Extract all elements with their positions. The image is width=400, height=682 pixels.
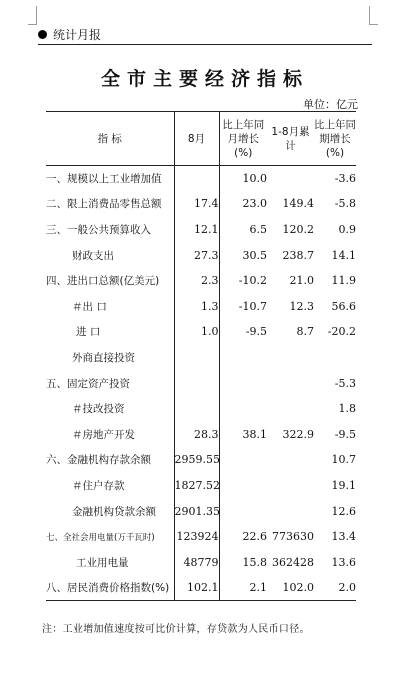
- cell-month-yoy: [219, 498, 267, 524]
- crop-mark-top-right: [369, 6, 378, 25]
- table-row: [46, 575, 356, 601]
- table-row: [46, 345, 356, 371]
- cell-cum-yoy: 10.7: [331, 453, 356, 467]
- cell-cumulative: 12.3: [289, 299, 314, 313]
- cell-cum-yoy: -20.2: [327, 325, 356, 339]
- cell-cumulative: [267, 370, 314, 396]
- cell-cumulative: [267, 473, 314, 499]
- table-row: [46, 166, 356, 192]
- row-label: ＃技改投资: [46, 396, 174, 422]
- table-row: [46, 242, 356, 268]
- table-header-row: [46, 112, 356, 166]
- page-title: 全市主要经济指标: [100, 68, 309, 90]
- table-row: [46, 268, 356, 294]
- cell-cumulative: [267, 498, 314, 524]
- row-label: 三、一般公共预算收入: [46, 217, 174, 243]
- cell-cum-yoy: 0.9: [338, 222, 356, 236]
- row-label: 外商直接投资: [46, 345, 174, 371]
- cell-cum-yoy: -3.6: [334, 172, 356, 186]
- cell-month-yoy: [219, 345, 267, 371]
- row-label: 工业用电量: [46, 549, 174, 575]
- cell-month: 2901.35: [174, 498, 219, 524]
- table-row: [46, 293, 356, 319]
- cell-month: 12.1: [174, 217, 219, 243]
- cell-cum-yoy: 56.6: [331, 299, 356, 313]
- cell-month-yoy: 15.8: [242, 555, 267, 569]
- cell-month: 102.1: [174, 575, 219, 601]
- table-row: [46, 191, 356, 217]
- cell-cumulative: 21.0: [289, 274, 314, 288]
- cell-month: [174, 166, 219, 192]
- cell-month-yoy: [219, 370, 267, 396]
- cell-month-yoy: -10.2: [238, 274, 267, 288]
- table-row: [46, 549, 356, 575]
- cell-month: 17.4: [174, 191, 219, 217]
- row-label: 七、全社会用电量(万千瓦时): [46, 524, 174, 550]
- cell-month-yoy: -10.7: [238, 299, 267, 313]
- row-label: 五、固定资产投资: [46, 370, 174, 396]
- cell-cum-yoy: 13.6: [331, 555, 356, 569]
- cell-cum-yoy: [314, 345, 356, 371]
- table-row: [46, 370, 356, 396]
- cell-month-yoy: 22.6: [242, 530, 267, 544]
- cell-month: 2.3: [174, 268, 219, 294]
- cell-cum-yoy: -5.8: [334, 197, 356, 211]
- cell-month: 28.3: [174, 421, 219, 447]
- table-row: [46, 217, 356, 243]
- cell-cumulative: [267, 345, 314, 371]
- row-label: ＃住户存款: [46, 473, 174, 499]
- cell-cum-yoy: 14.1: [331, 248, 356, 262]
- row-label: 进 口: [46, 319, 174, 345]
- table-row: [46, 473, 356, 499]
- col-header-indicator: 指 标: [46, 112, 174, 166]
- row-label: 八、居民消费价格指数(%): [46, 575, 174, 601]
- cell-cum-yoy: 19.1: [331, 478, 356, 492]
- cell-cum-yoy: -5.3: [334, 376, 356, 390]
- cell-cumulative: [267, 447, 314, 473]
- cell-month-yoy: 2.1: [219, 575, 267, 601]
- cell-month-yoy: 38.1: [242, 427, 267, 441]
- cell-cumulative: [267, 166, 314, 192]
- cell-cum-yoy: 1.8: [338, 402, 356, 416]
- cell-month-yoy: 30.5: [242, 248, 267, 262]
- col-header-month: 8月: [174, 112, 219, 166]
- table-row: [46, 498, 356, 524]
- cell-month: 1.0: [174, 319, 219, 345]
- cell-month-yoy: 6.5: [249, 222, 267, 236]
- cell-cum-yoy: 11.9: [331, 274, 356, 288]
- cell-month-yoy: [219, 447, 267, 473]
- cell-cumulative: 120.2: [282, 222, 314, 236]
- header-divider: [38, 44, 372, 45]
- indicators-table: [46, 111, 356, 601]
- cell-month: [174, 370, 219, 396]
- row-label: ＃房地产开发: [46, 421, 174, 447]
- cell-cum-yoy: 2.0: [314, 575, 356, 601]
- cell-cumulative: 149.4: [282, 197, 314, 211]
- cell-cumulative: [267, 396, 314, 422]
- section-header: [38, 24, 358, 44]
- cell-month-yoy: [219, 396, 267, 422]
- cell-month-yoy: -9.5: [245, 325, 267, 339]
- cell-month: 1827.52: [174, 473, 219, 499]
- cell-cum-yoy: 12.6: [331, 504, 356, 518]
- cell-month: 48779: [174, 549, 219, 575]
- row-label: 一、规模以上工业增加值: [46, 166, 174, 192]
- cell-month: 27.3: [174, 242, 219, 268]
- cell-month: [174, 345, 219, 371]
- cell-cumulative: 362428: [272, 555, 314, 569]
- cell-month: 2959.55: [174, 447, 219, 473]
- row-label: 财政支出: [46, 242, 174, 268]
- table-row: [46, 447, 356, 473]
- cell-month-yoy: 10.0: [242, 172, 267, 186]
- cell-cumulative: 102.0: [267, 575, 314, 601]
- row-label: ＃出 口: [46, 293, 174, 319]
- footnote: 注：工业增加值速度按可比价计算，存贷款为人民币口径。: [42, 624, 310, 635]
- table-row: [46, 319, 356, 345]
- table-row: [46, 396, 356, 422]
- cell-cumulative: 322.9: [282, 427, 314, 441]
- section-header-label: 统计月报: [53, 27, 102, 42]
- table-row: [46, 524, 356, 550]
- col-header-cum-yoy: 比上年同期增长(%): [314, 112, 356, 166]
- row-label: 二、限上消费品零售总额: [46, 191, 174, 217]
- cell-cum-yoy: 13.4: [331, 530, 356, 544]
- cell-cumulative: 238.7: [282, 248, 314, 262]
- cell-month: 1.3: [174, 293, 219, 319]
- cell-cumulative: 8.7: [296, 325, 314, 339]
- bullet-icon: [38, 30, 47, 39]
- row-label: 六、金融机构存款余额: [46, 447, 174, 473]
- col-header-month-yoy: 比上年同月增长(%): [219, 112, 267, 166]
- table-row: [46, 421, 356, 447]
- row-label: 金融机构贷款余额: [46, 498, 174, 524]
- unit-label: 单位：亿元: [303, 98, 358, 111]
- cell-month-yoy: [219, 473, 267, 499]
- cell-month: [174, 396, 219, 422]
- col-header-cumulative: 1-8月累 计: [267, 112, 314, 166]
- crop-mark-top-left: [28, 6, 37, 25]
- cell-month-yoy: 23.0: [242, 197, 267, 211]
- cell-cumulative: 773630: [272, 530, 314, 544]
- row-label: 四、进出口总额(亿美元): [46, 268, 174, 294]
- cell-cum-yoy: -9.5: [334, 427, 356, 441]
- cell-month: 123924: [174, 524, 219, 550]
